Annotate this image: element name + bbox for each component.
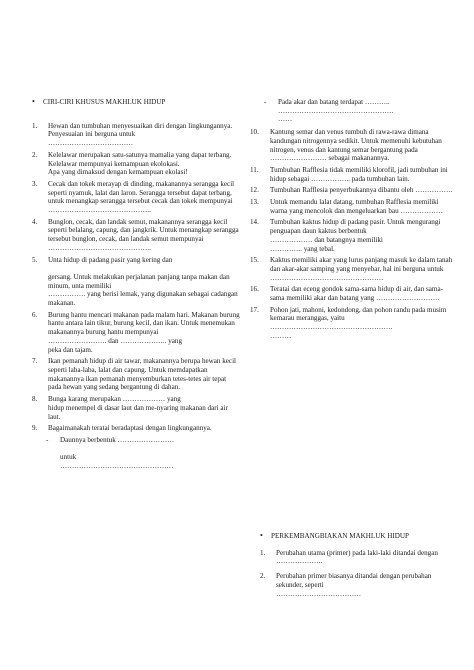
heading-text: PERKEMBANGBIAKAN MAKHLUK HIDUP bbox=[271, 532, 409, 540]
question-item bbox=[32, 395, 240, 421]
question-number: 9. bbox=[32, 424, 38, 433]
question-text: Bagaimanakah teratai beradaptasi dengan lingkungannya. bbox=[48, 424, 212, 433]
question-number: 14. bbox=[250, 218, 259, 227]
question-number: 5. bbox=[32, 255, 38, 264]
question-number: 1. bbox=[260, 548, 266, 557]
heading-text: CIRI-CIRI KHUSUS MAKHLUK HIDUP bbox=[43, 98, 166, 106]
question-text: Kaktus memiliki akar yang lurus panjang masuk ke dalam tanah dan akar-akar samping yang menyebar, hal ini berguna untuk ………………………………………… bbox=[270, 256, 453, 282]
perkembangbiakan-section bbox=[260, 532, 450, 601]
question-item bbox=[250, 166, 455, 183]
question-text: Tumbuhan Rafflesia tidak memiliki klorofil, jadi tumbuhan ini hidup sebagai …………….. pada tumbuhan lain. bbox=[270, 165, 448, 183]
left-column bbox=[32, 98, 240, 473]
dash-marker: - bbox=[264, 98, 267, 106]
question-text: Teratai dan eceng gondok sama-sama hidup di air, dan sama-sama memiliki akar dan batang yang ……………………… bbox=[270, 285, 443, 303]
question-item bbox=[32, 311, 240, 355]
sub-item-text: Pada akar dan batang terdapat ……….. …………………………………………. …… bbox=[278, 98, 394, 124]
question-item bbox=[32, 256, 240, 308]
question-item bbox=[32, 122, 240, 148]
question-number: 12. bbox=[250, 186, 259, 195]
question-item bbox=[32, 180, 240, 215]
question-number: 1. bbox=[32, 121, 38, 130]
question-number: 4. bbox=[32, 217, 38, 226]
question-item bbox=[250, 285, 455, 302]
question-item bbox=[260, 549, 450, 566]
question-number: 8. bbox=[32, 395, 38, 404]
question-text: Bunglon, cecak, dan landak semut, makanannya serangga kecil seperti belalang, capung, dan jangkrik. Untuk menangkap serangga tersebut bunglon, cecak, dan landak semut mempunyai …………………………………….. bbox=[48, 217, 239, 252]
question-item bbox=[250, 186, 455, 195]
question-item bbox=[250, 306, 455, 341]
section-heading-ciri-ciri bbox=[32, 98, 240, 107]
question-number: 16. bbox=[250, 285, 259, 294]
sub-item bbox=[46, 436, 240, 471]
dash-marker: - bbox=[46, 435, 49, 444]
question-text: Untuk memandu lalat datang, tumbuhan Rafflesia memiliki warna yang mencolok dan mengeluarkan bau ……………… bbox=[270, 198, 443, 215]
section-heading-perkembangbiakan bbox=[260, 532, 450, 541]
question-text: Hewan dan tumbuhan menyesuaikan diri dengan lingkungannya. Penyesuaian ini berguna untuk ……………………………… bbox=[48, 121, 233, 148]
question-text: Ikan pemanah hidup di air tawar, makanannya berupa hewan kecil seperti laba-laba, lalat dan capung. Untuk memdapatkan makanannya ikan pemanah menyemburkan tetes-tetes air tepat pada hewan yang sedang bergantung di dahan. bbox=[48, 357, 237, 392]
question-number: 13. bbox=[250, 198, 259, 207]
question-number: 17. bbox=[250, 305, 259, 314]
question-text: Pohon jati, mahoni, kedondong, dan pohon randu pada musim kemarau meranggas, yaitu ……………………………………………. ……… bbox=[270, 305, 447, 340]
question-number: 10. bbox=[250, 128, 259, 137]
question-text: Unta hidup di padang pasir yang kering dan gersang. Untuk melakukan perjalanan panjang tanpa makan dan minum, unta memiliki ……………. yang berisi lemak, yang digunakan sebagai cadangan makanan. bbox=[48, 255, 238, 308]
question-item bbox=[32, 218, 240, 253]
right-column bbox=[250, 98, 455, 344]
question-text: Kelelawar merupakan satu-satunya mamalia yang dapat terbang. Kelelawar mempunyai kemampuan ekolokasi. Apa yang dimaksud dengan kemampuan ekolasi! bbox=[48, 150, 232, 177]
question-item bbox=[250, 128, 455, 163]
question-number: 3. bbox=[32, 179, 38, 188]
bullet-icon: • bbox=[260, 531, 263, 540]
question-item bbox=[32, 424, 240, 433]
question-item bbox=[32, 357, 240, 392]
question-text: Burung hantu mencari makanan pada malam hari. Makanan burung hantu antara lain tikur, burung kecil, dan ikan. Untuk menemukan makanannya burung hantu mempunyai ……………………. dan ……………….. yang peka dan tajam. bbox=[48, 310, 240, 354]
question-text: Bunga karang merupakan ……………… yang hidup menempel di dasar laut dan me-nyaring makanan dari air laut. bbox=[48, 395, 228, 421]
question-text: Tumbuhan Rafflesia penyerbukannya dibantu oleh ……………. bbox=[270, 186, 453, 195]
question-number: 2. bbox=[32, 150, 38, 159]
bullet-icon: • bbox=[32, 97, 35, 106]
question-number: 7. bbox=[32, 357, 38, 366]
question-number: 11. bbox=[250, 165, 259, 174]
question-text: Cecak dan tokek merayap di dinding, makanannya serangga kecil seperti nyamuk, lalat dan laron. Serangga tersebut dapat terbang, untuk menangkap serangga tersebut cecak dan tokek mempunyai …………………………………….. bbox=[48, 179, 235, 215]
question-item bbox=[250, 256, 455, 282]
question-item bbox=[32, 151, 240, 177]
question-number: 2. bbox=[260, 572, 266, 581]
question-item bbox=[260, 572, 450, 598]
question-number: 6. bbox=[32, 310, 38, 319]
question-item bbox=[250, 198, 455, 215]
question-text: Perubahan utama (primer) pada laki-laki ditandai dengan ……………….. bbox=[276, 548, 438, 566]
question-text: Tumbuhan kaktus hidup di padang pasir. Untuk mengurangi penguapan daun kaktus berbentuk ……………… dan batangnya memiliki ………….. yang tebal. bbox=[270, 218, 441, 253]
question-text: Kantung semar dan venus tumbuh di rawa-rawa dimana kandungan nitrogennya sedikit. Untuk memenuhi kebutuhan nitrogen, venus dan kantung semar bergantung pada …………………… sebagai makanannya. bbox=[270, 128, 442, 163]
question-item bbox=[250, 218, 455, 253]
question-text: Perubahan primer biasanya ditandai dengan perubahan sekunder, seperti ……………………………… bbox=[276, 572, 432, 598]
sub-item bbox=[264, 98, 455, 124]
sub-item-text: Daunnya berbentuk …………………… untuk ………………………………………… bbox=[60, 435, 175, 471]
question-number: 15. bbox=[250, 256, 259, 265]
